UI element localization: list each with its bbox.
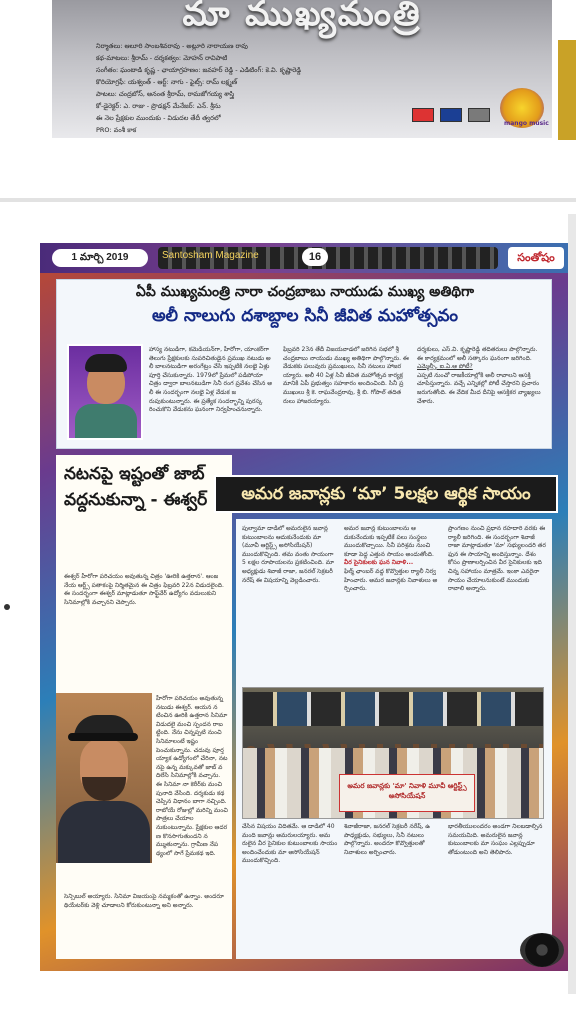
- article-subhead: ఎమ్మెల్సీ, ఐ.ఏ.ఆ పోటీ?: [417, 363, 473, 371]
- article-eshwar-interview: [56, 455, 232, 959]
- edge-dot-icon: [4, 604, 10, 610]
- credit-line: నిర్మాతలు: ఆలూరి సాంబశివరావు - అట్లూరి నారాయణ రావు: [96, 42, 248, 50]
- credit-line: పాటలు: చంద్రబోస్, అనంత శ్రీరామ్, రామజోగయ్య శాస్త్రి: [96, 90, 235, 98]
- sponsor-logos: [412, 108, 490, 122]
- magazine-name: Santosham Magazine: [162, 250, 259, 261]
- page-number: 16: [302, 248, 328, 266]
- article-column: చేసిన విషయం విదితమే. ఆ దాడిలో 40 మంది జవాన్లు అమరులయ్యారు. అమరులైన వీర సైనికుల కుటుంబాలకు సాయం అందించేందుకు మా అసోసియేషన్ ముందుకొచ్చింది.: [242, 823, 338, 865]
- movie-ad-title: మా ముఖ్యమంత్రి: [182, 0, 422, 34]
- sponsor-logo-icon: [412, 108, 434, 122]
- credit-line: కొరియోగ్రఫీ: యశ్వంత్ - ఆర్ట్: నాగు - ఫైట్స్: రామ్ లక్ష్మణ్: [96, 78, 238, 86]
- photo-beard-shape: [82, 777, 126, 801]
- article-text: ఫిల్మ్ ఛాంబర్ వద్ద కొవ్వొత్తుల ర్యాలీ నిర్వహించారు. అమర జవాన్లకు నివాళులు అర్పించారు.: [344, 567, 438, 593]
- film-reel-icon: [520, 933, 564, 967]
- page-bottom-margin: [0, 1008, 576, 1024]
- sponsor-logo-icon: [440, 108, 462, 122]
- credit-line: కో-డైరెక్టర్: ఎ. రాజు - ప్రొడక్షన్ మేనేజర్: ఎన్. శ్రీను: [96, 102, 221, 110]
- article-column: ఫిబ్రవరి 23న తేదీ విజయవాడలో జరిగిన సభలో శ్రీ చంద్రబాబు నాయుడు ముఖ్య అతిథిగా పాల్గొన్నారు. ఈ వేడుకకు పలువురు ప్రముఖులు, సినీ నటులు హాజరయ్యారు. అలీ 40 ఏళ్ల సినీ జీవిత మహోత్సవ కార్యక్రమానికి ఏపీ ప్రభుత్వం సహకారం అందించింది. సినీ ప్రముఖులు శ్రీ కె. రాఘవేంద్రరావు, శ్రీ బి. గోపాల్ తదితరులు హాజరయ్యారు.: [283, 346, 409, 405]
- article-column: ప్రాంగణం నుంచి ప్రధాన రహదారి వరకు ఈ ర్యాలీ జరిగింది. ఈ సందర్భంగా శివాజీ రాజా మాట్లాడుతూ 'మా' సభ్యులందరి తరఫున ఈ సాయాన్ని అందిస్తున్నాం. దేశం కోసం ప్రాణాలర్పించిన వీర సైనికులకు ఇది చిన్న సహాయం మాత్రమే. ఇంకా ఎవరైనా సాయం చేయాలనుకుంటే ముందుకు రావాలి అన్నారు.: [448, 525, 546, 593]
- credit-line: ఈ నెల ప్రేక్షకుల ముందుకు - విడుదల తేదీ త్వరలో: [96, 114, 221, 122]
- credit-line: సంగీతం: ఘంటాడి కృష్ణ - ఛాయాగ్రహణం: జవహర్ రెడ్డి - ఎడిటింగ్: కె.వి. కృష్ణారెడ్డి: [96, 66, 302, 74]
- page-shadow: [568, 214, 576, 994]
- article-text: ఎప్పటి నుంచో రాజకీయాల్లోకి అలీ రావాలని ఆసక్తి చూపిస్తున్నారు. వచ్చే ఎన్నికల్లో పోటీ చేస్తారని ప్రచారం జరుగుతోంది. ఈ వేదిక మీద దీనిపై ఆసక్తికర వ్యాఖ్యలు చేశారు.: [417, 371, 541, 405]
- article-column: హాస్య నటుడిగా, కమెడియన్‌గా, హీరోగా, యాంకర్‌గా తెలుగు ప్రేక్షకులకు సుపరిచితుడైన ప్రముఖ నటుడు అలీ బాలనటుడిగా అరంగేట్రం చేసి ఇప్పటికి నలభై ఏళ్లు పూర్తి చేసుకున్నారు. 1979లో ప్రేమలో పడిపోయా చిత్రం ద్వారా బాలనటుడిగా సినీ రంగ ప్రవేశం చేసిన అలీ ఈ సందర్భంగా నలభై ఏళ్ల వేడుక జరుపుకుంటున్నారు. ఈ ప్రత్యేక సందర్భాన్ని పురస్కరించుకొని వేడుకను ఘనంగా నిర్వహించనున్నారు.: [149, 346, 273, 414]
- photo-hair-shape: [85, 354, 127, 372]
- issue-date: 1 మార్చి 2019: [52, 249, 148, 267]
- article-body: హీరోగా పరిచయం అవుతున్న నటుడు ఈశ్వర్. ఆయన నటించిన ఊరికి ఉత్తరాన సినిమా విడుదలై మంచి స్పందన రాబట్టింది. నేను చిన్నప్పటి నుంచి సినిమాలంటే ఇష్టం పెంచుకున్నాను. చదువు పూర్తయ్యాక ఉద్యోగంలో చేరినా, నటనపై ఉన్న మక్కువతో జాబ్ వదిలేసి సినిమాల్లోకి వచ్చాను. ఈ సినిమా నా కెరీర్‌కు మంచి పునాది వేసింది. దర్శకుడు కథ చెప్పిన విధానం బాగా నచ్చింది. రాబోయే రోజుల్లో మరిన్ని మంచి పాత్రలు చేయాలనుకుంటున్నాను. ప్రేక్షకుల ఆదరణ కొనసాగుతుందని నమ్ముతున్నాను. గ్రామీణ నేపథ్యంలో సాగే ప్రేమకథ ఇది.: [156, 695, 228, 857]
- article-column: శివాజీరాజా, జనరల్ సెక్రటరీ నరేష్, ఉపాధ్యక్షుడు, సభ్యులు, సినీ నటులు పాల్గొన్నారు. అందరూ కొవ్వొత్తులతో నివాళులు అర్పించారు.: [344, 823, 431, 856]
- article-maa-donation: [236, 519, 552, 959]
- photo-shirt-shape: [58, 801, 150, 863]
- photo-shirt-shape: [75, 404, 137, 440]
- article-column: భారతీయులందరం అండగా నిలబడాల్సిన సమయమిది. అమరులైన జవాన్ల కుటుంబాలకు మా సంఘం ఎల్లప్పుడూ తోడుంటుంది అని తెలిపారు.: [448, 823, 543, 856]
- credit-line: కథ-మాటలు: శ్రీరామ్ - దర్శకత్వం: మోహన్ రావిపాటి: [96, 54, 228, 62]
- tribute-banner: అమర జవాన్లకు 'మా' నివాళి మూవీ ఆర్టిస్ట్స్ అసోసియేషన్: [339, 774, 475, 812]
- page-gap: [0, 150, 576, 204]
- ali-photo: [67, 344, 143, 440]
- cap-bill-shape: [68, 733, 138, 741]
- article-column: [344, 525, 440, 685]
- magazine-logo: సంతోషం: [508, 247, 564, 269]
- article-text: అమర జవాన్ల కుటుంబాలను ఆదుకునేందుకు ఇప్పటికే పలు సంస్థలు ముందుకొచ్చాయి. సినీ పరిశ్రమ నుంచి కూడా పెద్ద ఎత్తున సాయం అందుతోంది.: [344, 525, 434, 558]
- mango-music-label: mango music: [504, 120, 549, 127]
- page-divider: [0, 198, 576, 202]
- magazine-page: [40, 243, 568, 971]
- magazine-header: [40, 243, 568, 273]
- article-kicker: ఏపీ ముఖ్యమంత్రి నారా చంద్రబాబు నాయుడు ముఖ్య అతిథిగా: [135, 284, 475, 300]
- article-column: పుల్వామా దాడిలో అమరులైన జవాన్ల కుటుంబాలను ఆదుకునేందుకు మా (మూవీ ఆర్టిస్ట్స్ అసోసియేషన్) ముందుకొచ్చింది. తమ వంతు సాయంగా 5 లక్షల రూపాయలను ప్రకటించింది. మా అధ్యక్షుడు శివాజీ రాజా, జనరల్ సెక్రటరీ నరేష్ ఈ విషయాన్ని వెల్లడించారు.: [242, 525, 335, 584]
- article-column: [417, 346, 543, 442]
- article-headline: అలీ నాలుగు దశాబ్దాల సినీ జీవిత మహోత్సవం: [151, 306, 459, 326]
- photo-posters: [243, 692, 544, 726]
- article-text: దర్శకులు, ఎస్.వి. కృష్ణారెడ్డి తదితరులు పాల్గొన్నారు. ఈ కార్యక్రమంలో అలీ సత్కారం ఘనంగా జరిగింది.: [417, 346, 538, 362]
- page-edge-strip: [558, 40, 576, 140]
- article-subhead: వీర సైనికులకు ఘన నివాళి...: [344, 559, 414, 567]
- article-body: ఈశ్వర్ హీరోగా పరిచయం అవుతున్న చిత్రం 'ఊరికి ఉత్తరాన'. ఆంజనేయ ఆర్ట్స్ పతాకంపై నిర్మితమైన ఈ చిత్రం ఫిబ్రవరి 22న విడుదలైంది. ఈ సందర్భంగా ఈశ్వర్ మాట్లాడుతూ సాఫ్ట్‌వేర్ ఉద్యోగం వదులుకుని సినిమాల్లోకి వచ్చానని చెప్పారు.: [64, 573, 224, 606]
- previous-page-fragment: [0, 0, 576, 150]
- article-banner-headline: అమర జవాన్లకు ‘మా’ 5లక్షల ఆర్థిక సాయం: [214, 475, 558, 513]
- article-body: సెన్సిబుల్ అయ్యారు. సినిమా విజయంపై నమ్మకంతో ఉన్నాం. అందరూ థియేటర్‌కు వెళ్లి చూడాలని కోరుకుంటున్నా అని అన్నారు.: [64, 893, 224, 909]
- article-ali-felicitation: [56, 279, 552, 449]
- eshwar-photo: [56, 693, 152, 863]
- candle-rally-photo: [242, 687, 544, 819]
- sponsor-logo-icon: [468, 108, 490, 122]
- credit-line: PRO: వంశీ కాక: [96, 126, 137, 134]
- article-headline: నటనపై ఇష్టంతో జాబ్ వద్దనుకున్నా - ఈశ్వర్: [64, 464, 208, 510]
- movie-ad-banner: [52, 0, 552, 138]
